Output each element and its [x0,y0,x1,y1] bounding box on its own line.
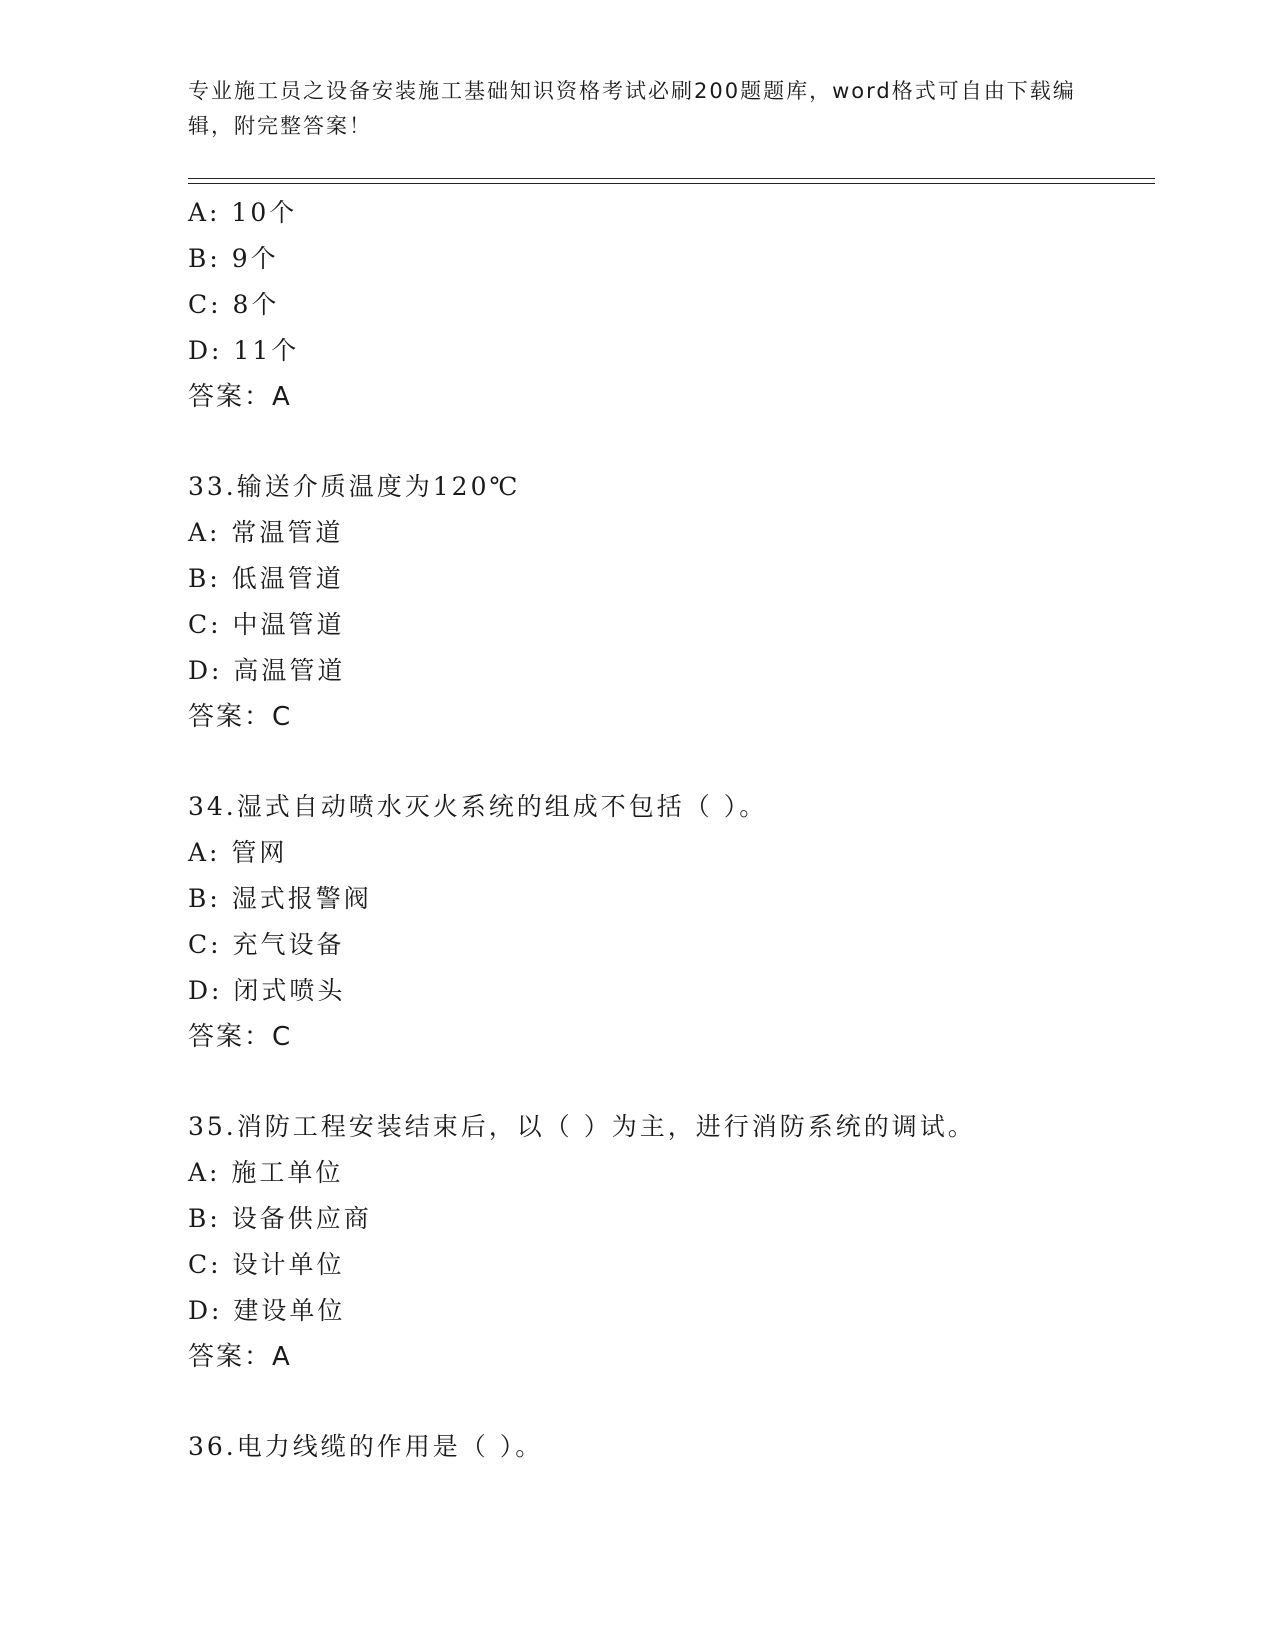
question-35 [188,1104,1148,1380]
option-a: A: 10个 [188,198,298,227]
header-divider [188,178,1155,184]
document-title: 专业施工员之设备安装施工基础知识资格考试必刷200题题库，word格式可自由下载编辑，附完整答案！ [188,79,1076,138]
spacer [188,1060,1148,1104]
question-34 [188,784,1148,1060]
spacer [188,740,1148,784]
spacer [188,420,1148,464]
question-stem: 35.消防工程安装结束后，以（ ）为主，进行消防系统的调试。 [188,1112,976,1141]
question-33 [188,464,1148,740]
option-a: A: 常温管道 [188,518,344,547]
question-stem: 34.湿式自动喷水灭火系统的组成不包括（ ）。 [188,792,768,821]
option-d: D: 11个 [188,336,300,365]
answer-label: 答案：A [188,382,292,412]
option-d: D: 闭式喷头 [188,976,346,1005]
option-b: B: 低温管道 [188,564,344,593]
option-a: A: 管网 [188,838,288,867]
option-c: C: 8个 [188,290,280,319]
option-b: B: 设备供应商 [188,1204,372,1233]
question-list [188,190,1148,1470]
option-b: B: 9个 [188,244,279,273]
answer-label: 答案：C [188,1022,293,1052]
option-b: B: 湿式报警阀 [188,884,372,913]
question-36 [188,1424,1148,1470]
option-c: C: 设计单位 [188,1250,345,1279]
option-c: C: 中温管道 [188,610,345,639]
option-d: D: 高温管道 [188,656,346,685]
option-d: D: 建设单位 [188,1296,346,1325]
question-stem: 33.输送介质温度为120℃ [188,472,521,501]
spacer [188,1380,1148,1424]
question-32 [188,190,1148,420]
answer-label: 答案：A [188,1342,292,1372]
answer-label: 答案：C [188,702,293,732]
question-stem: 36.电力线缆的作用是（ ）。 [188,1432,544,1461]
option-c: C: 充气设备 [188,930,345,959]
option-a: A: 施工单位 [188,1158,344,1187]
